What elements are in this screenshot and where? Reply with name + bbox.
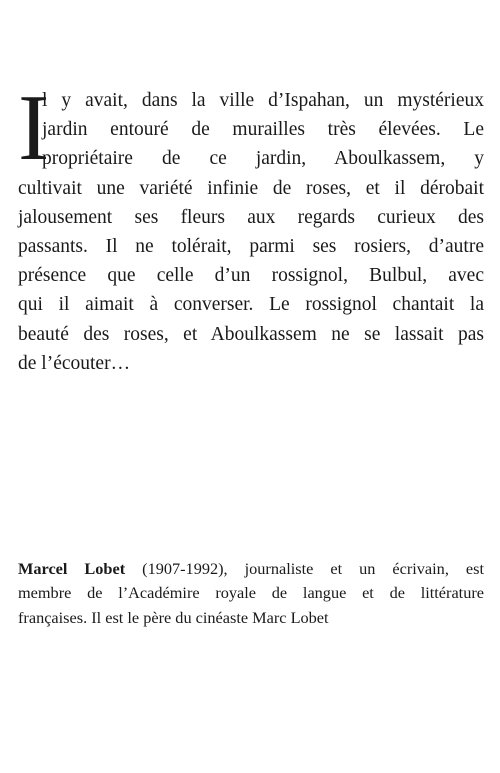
author-name: Marcel Lobet <box>18 559 126 578</box>
excerpt-line: passants. Il ne tolérait, parmi ses rosiers, d’autre <box>18 236 484 258</box>
excerpt-line: jardin entouré de murailles très élevées. Le <box>42 119 484 141</box>
excerpt-line: beauté des roses, et Aboulkassem ne se lassait pas <box>18 323 484 345</box>
excerpt-line: qui il aimait à converser. Le rossignol chantait la <box>18 294 484 316</box>
bio-line: françaises. Il est le père du cinéaste Marc Lobet <box>18 607 329 627</box>
excerpt-line: de l’écouter… <box>18 352 131 374</box>
bio-text: (1907-1992), journaliste et un écrivain, est <box>125 559 484 578</box>
bio-line <box>18 557 484 581</box>
story-excerpt <box>18 76 484 378</box>
excerpt-line: propriétaire de ce jardin, Aboulkassem, y <box>42 148 484 170</box>
author-bio <box>18 557 484 630</box>
bio-line: membre de l’Académire royale de langue et de littérature <box>18 583 484 603</box>
excerpt-line: cultivait une variété infinie de roses, et il dérobait <box>18 177 484 199</box>
excerpt-line: présence que celle d’un rossignol, Bulbul, avec <box>18 265 484 287</box>
excerpt-line: jalousement ses fleurs aux regards curieux des <box>18 206 484 228</box>
drop-cap-letter: I <box>18 76 50 180</box>
excerpt-line: l y avait, dans la ville d’Ispahan, un mystérieux <box>42 90 484 111</box>
